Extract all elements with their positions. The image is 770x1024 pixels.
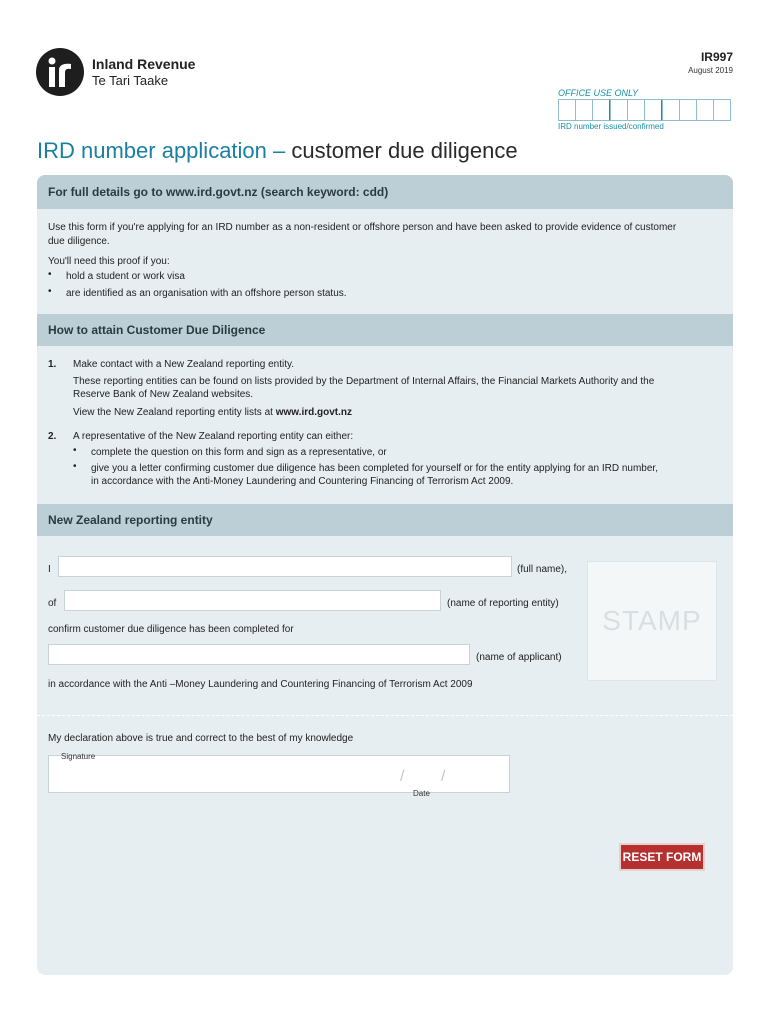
signature-label: Signature: [61, 752, 96, 761]
digit-box: [696, 99, 714, 121]
applicant-label: (name of applicant): [476, 652, 562, 663]
bullet: •: [73, 445, 77, 456]
office-caption: IRD number issued/confirmed: [558, 122, 664, 131]
full-name-input[interactable]: [58, 556, 512, 577]
ird-link[interactable]: www.ird.govt.nz: [275, 407, 352, 418]
step-2: A representative of the New Zealand reporting entity can either:: [73, 431, 354, 442]
digit-box: [662, 99, 680, 121]
step-1: Make contact with a New Zealand reporting entity.: [73, 359, 295, 370]
step-2-bullet-2b: in accordance with the Anti-Money Laundering and Countering Financing of Terrorism Act 2009.: [91, 476, 514, 487]
digit-box: [627, 99, 645, 121]
reporting-entity-label: (name of reporting entity): [447, 598, 559, 609]
digit-box: [713, 99, 731, 121]
digit-box: [592, 99, 611, 121]
bullet: •: [73, 461, 77, 472]
declaration-text: My declaration above is true and correct to the best of my knowledge: [48, 733, 354, 744]
step-number: 2.: [48, 431, 57, 442]
intro-text-1: Use this form if you're applying for an IRD number as a non-resident or offshore person and have been asked to provide evidence of customer: [48, 222, 677, 233]
proof-bullet-2: are identified as an organisation with an offshore person status.: [66, 288, 347, 299]
bullet: •: [48, 269, 52, 280]
digit-box: [644, 99, 663, 121]
applicant-input[interactable]: [48, 644, 470, 665]
step-1-detail-2: Reserve Bank of New Zealand websites.: [73, 389, 254, 400]
page-title: IRD number application – customer due diligence: [37, 138, 518, 163]
digit-box: [679, 99, 697, 121]
reset-form-button[interactable]: RESET FORM: [619, 843, 705, 871]
i-label: I: [48, 564, 51, 575]
date-separator: /: [400, 768, 405, 785]
form-date: August 2019: [688, 66, 733, 75]
form-panel: [37, 175, 733, 975]
step-number: 1.: [48, 359, 57, 370]
date-label: Date: [413, 789, 430, 798]
confirm-text: confirm customer due diligence has been completed for: [48, 624, 294, 635]
step-2-bullet-2a: give you a letter confirming customer due diligence has been completed for yourself or for the entity applying for an IRD number,: [91, 463, 658, 474]
bullet: •: [48, 286, 52, 297]
digit-box: [558, 99, 576, 121]
full-name-label: (full name),: [517, 564, 568, 575]
step-2-bullet-1: complete the question on this form and sign as a representative, or: [91, 447, 387, 458]
digit-box: [610, 99, 628, 121]
digit-box: [575, 99, 593, 121]
details-heading: For full details go to www.ird.govt.nz (search keyword: cdd): [37, 175, 733, 209]
ird-number-boxes: [558, 99, 730, 121]
of-label: of: [48, 598, 57, 609]
section-divider: [37, 715, 733, 716]
stamp-area: STAMP: [587, 561, 717, 681]
date-separator: /: [441, 768, 446, 785]
step-1-view: View the New Zealand reporting entity lists at www.ird.govt.nz: [73, 407, 352, 418]
entity-heading: New Zealand reporting entity: [37, 504, 733, 536]
intro-text-2: due diligence.: [48, 236, 110, 247]
brand-name-maori: Te Tari Taake: [92, 73, 169, 88]
form-code: IR997: [700, 50, 733, 64]
proof-bullet-1: hold a student or work visa: [66, 271, 185, 282]
proof-intro: You'll need this proof if you:: [48, 256, 170, 267]
attain-heading: How to attain Customer Due Diligence: [37, 314, 733, 346]
brand-name: Inland Revenue: [92, 56, 196, 72]
ird-logo-icon: [36, 48, 84, 96]
step-1-detail-1: These reporting entities can be found on lists provided by the Department of Internal Affairs, the Financial Markets Authority and the: [73, 376, 655, 387]
office-use-label: OFFICE USE ONLY: [558, 88, 639, 98]
act-text: in accordance with the Anti –Money Laundering and Countering Financing of Terrorism Act 2009: [48, 679, 473, 690]
reporting-entity-input[interactable]: [64, 590, 441, 611]
